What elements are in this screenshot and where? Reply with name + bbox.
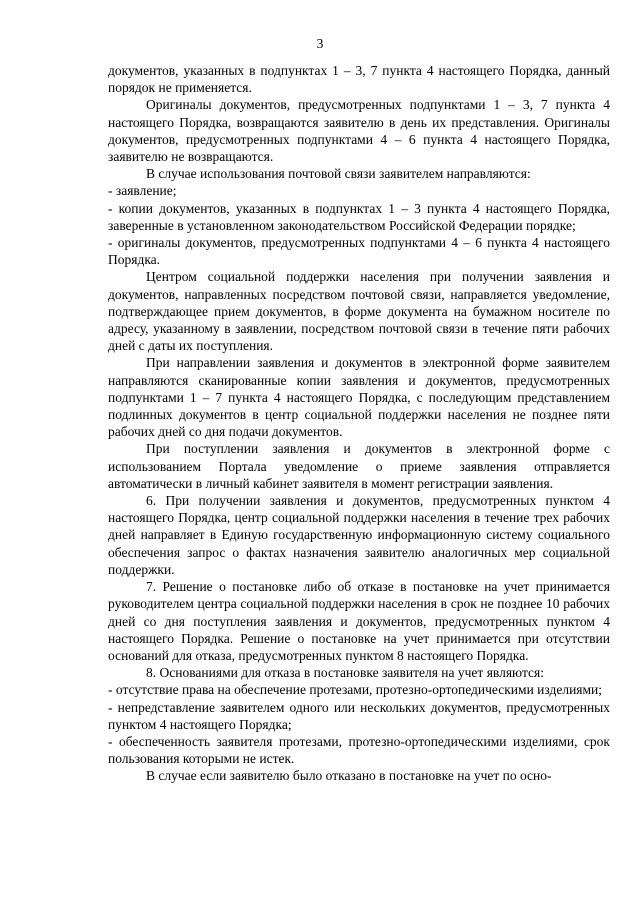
list-item: - копии документов, указанных в подпунктах 1 – 3 пункта 4 настоящего Порядка, заверенные в установленном законодательством Российской Федерации порядке; [108, 200, 610, 233]
paragraph: В случае использования почтовой связи заявителем направляются: [146, 166, 531, 182]
list-item: - оригиналы документов, предусмотренных подпунктами 4 – 6 пункта 4 настоящего Порядка. [108, 235, 610, 268]
paragraph: 7. Решение о постановке либо об отказе в постановке на учет принимается руководителем центра социальной поддержки населения в срок не позднее 10 рабочих дней со дня поступления заявления и документов, предусмотренных пунктом 4 настоящего Порядка. Решение о постановке на учет принимается при отсутствии оснований для отказа, предусмотренных пунктом 8 настоящего Порядка. [108, 579, 610, 663]
list-item: - отсутствие права на обеспечение протезами, протезно-ортопедическими изделиями; [108, 682, 603, 698]
paragraph: Центром социальной поддержки населения при получении заявления и документов, направленных посредством почтовой связи, направляется уведомление, подтверждающее прием документов, в форме документа на бумажном носителе по адресу, указанному в заявлении, посредством почтовой связи в течение пяти рабочих дней с даты их поступления. [108, 269, 610, 354]
document-body [108, 62, 610, 785]
paragraph: 8. Основаниями для отказа в постановке заявителя на учет являются: [146, 665, 544, 681]
paragraph: В случае если заявителю было отказано в постановке на учет по осно- [146, 768, 552, 784]
list-item: - непредставление заявителем одного или нескольких документов, предусмотренных пунктом 4 настоящего Порядка; [108, 699, 610, 732]
list-item: - обеспеченность заявителя протезами, протезно-ортопедическими изделиями, срок пользования которыми не истек. [108, 733, 610, 767]
page-number: 3 [316, 36, 324, 51]
paragraph: 6. При получении заявления и документов, предусмотренных пунктом 4 настоящего Порядка, центр социальной поддержки населения в течение трех рабочих дней направляет в Единую государственную информационную систему социального обеспечения запрос о фактах назначения заявителю аналогичных мер социальной поддержки. [108, 493, 610, 577]
paragraph: При поступлении заявления и документов в электронной форме с использованием Портала уведомление о приеме заявления отправляется автоматически в личный кабинет заявителя в момент регистрации заявления. [108, 441, 610, 491]
paragraph: При направлении заявления и документов в электронной форме заявителем направляются сканированные копии заявления и документов, предусмотренных подпунктами 1 – 7 пункта 4 настоящего Порядка, с последующим представлением подлинных документов в центр социальной поддержки населения не позднее пяти рабочих дней со дня подачи документов. [108, 355, 610, 440]
paragraph: Оригиналы документов, предусмотренных подпунктами 1 – 3, 7 пункта 4 настоящего Порядка, возвращаются заявителю в день их представления. Оригиналы документов, предусмотренных подпунктами 4 – 6 пункта 4 настоящего Порядка, заявителю не возвращаются. [108, 97, 610, 165]
list-item: - заявление; [108, 183, 177, 199]
paragraph: документов, указанных в подпунктах 1 – 3, 7 пункта 4 настоящего Порядка, данный порядок не применяется. [108, 63, 610, 96]
